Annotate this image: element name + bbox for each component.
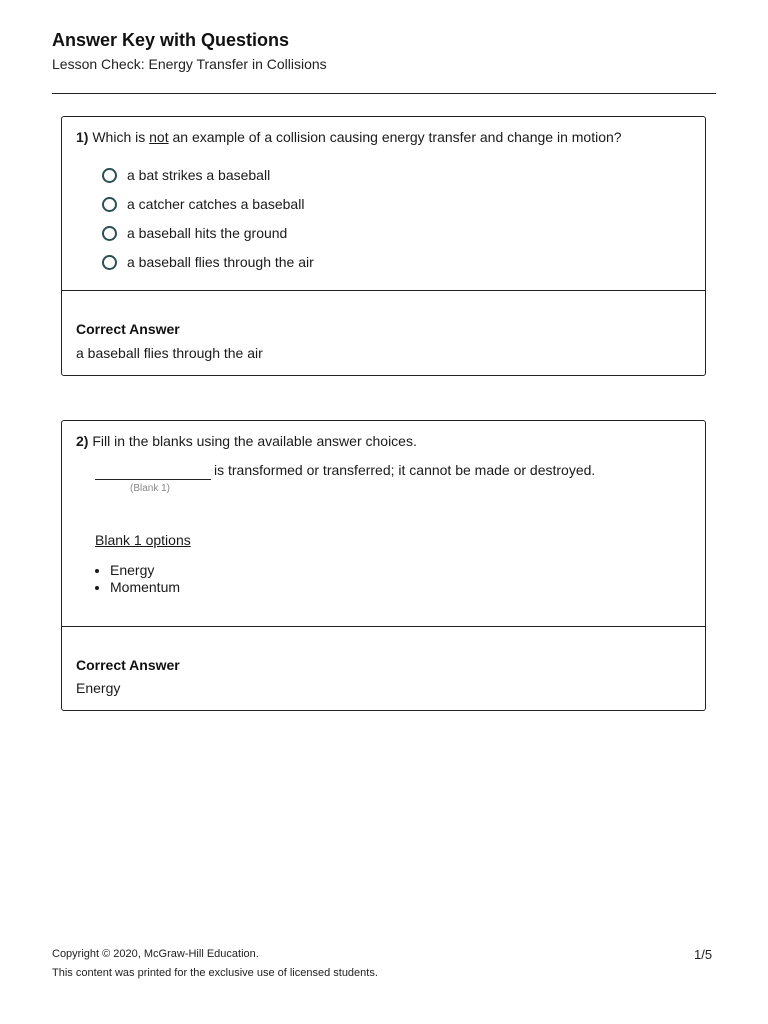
page-number: 1/5 (694, 947, 713, 962)
blank-1-label: (Blank 1) (130, 483, 171, 494)
question-card-2 (61, 420, 706, 711)
blank-options-heading: Blank 1 options (95, 532, 191, 548)
answer-option[interactable] (102, 223, 287, 243)
question-2-text: 2) Fill in the blanks using the available answer choices. (76, 433, 417, 449)
option-label: a catcher catches a baseball (127, 196, 305, 212)
copyright-text: Copyright © 2020, McGraw-Hill Education. (52, 948, 259, 960)
card-divider (62, 626, 705, 627)
question-number: 2) (76, 433, 89, 449)
list-item: • Momentum (110, 579, 180, 596)
page-subtitle: Lesson Check: Energy Transfer in Collisions (52, 56, 327, 72)
answer-option[interactable] (102, 194, 304, 214)
radio-button[interactable] (102, 255, 117, 270)
emphasis-not: not (149, 129, 169, 145)
header-divider (52, 93, 716, 94)
option-label: a baseball hits the ground (127, 225, 288, 241)
blank-1-field[interactable] (95, 479, 211, 480)
correct-answer-heading: Correct Answer (76, 657, 180, 673)
question-card-1 (61, 116, 706, 376)
radio-button[interactable] (102, 226, 117, 241)
correct-answer-value: Energy (76, 680, 121, 696)
list-item: • Energy (110, 562, 180, 579)
question-number: 1) (76, 129, 89, 145)
blank-options-list (95, 562, 180, 596)
question-1-text: 1) Which is not an example of a collision causing energy transfer and change in motion? (76, 129, 622, 145)
page-title: Answer Key with Questions (52, 30, 290, 50)
answer-option[interactable] (102, 165, 270, 185)
blank-sentence: is transformed or transferred; it cannot be made or destroyed. (214, 462, 596, 478)
correct-answer-heading: Correct Answer (76, 321, 180, 337)
option-label: a bat strikes a baseball (127, 167, 271, 183)
option-label: a baseball flies through the air (127, 254, 314, 270)
radio-button[interactable] (102, 197, 117, 212)
card-divider (62, 290, 705, 291)
license-notice: This content was printed for the exclusive use of licensed students. (52, 967, 378, 979)
answer-option[interactable] (102, 252, 314, 272)
correct-answer-value: a baseball flies through the air (76, 345, 263, 361)
radio-button[interactable] (102, 168, 117, 183)
